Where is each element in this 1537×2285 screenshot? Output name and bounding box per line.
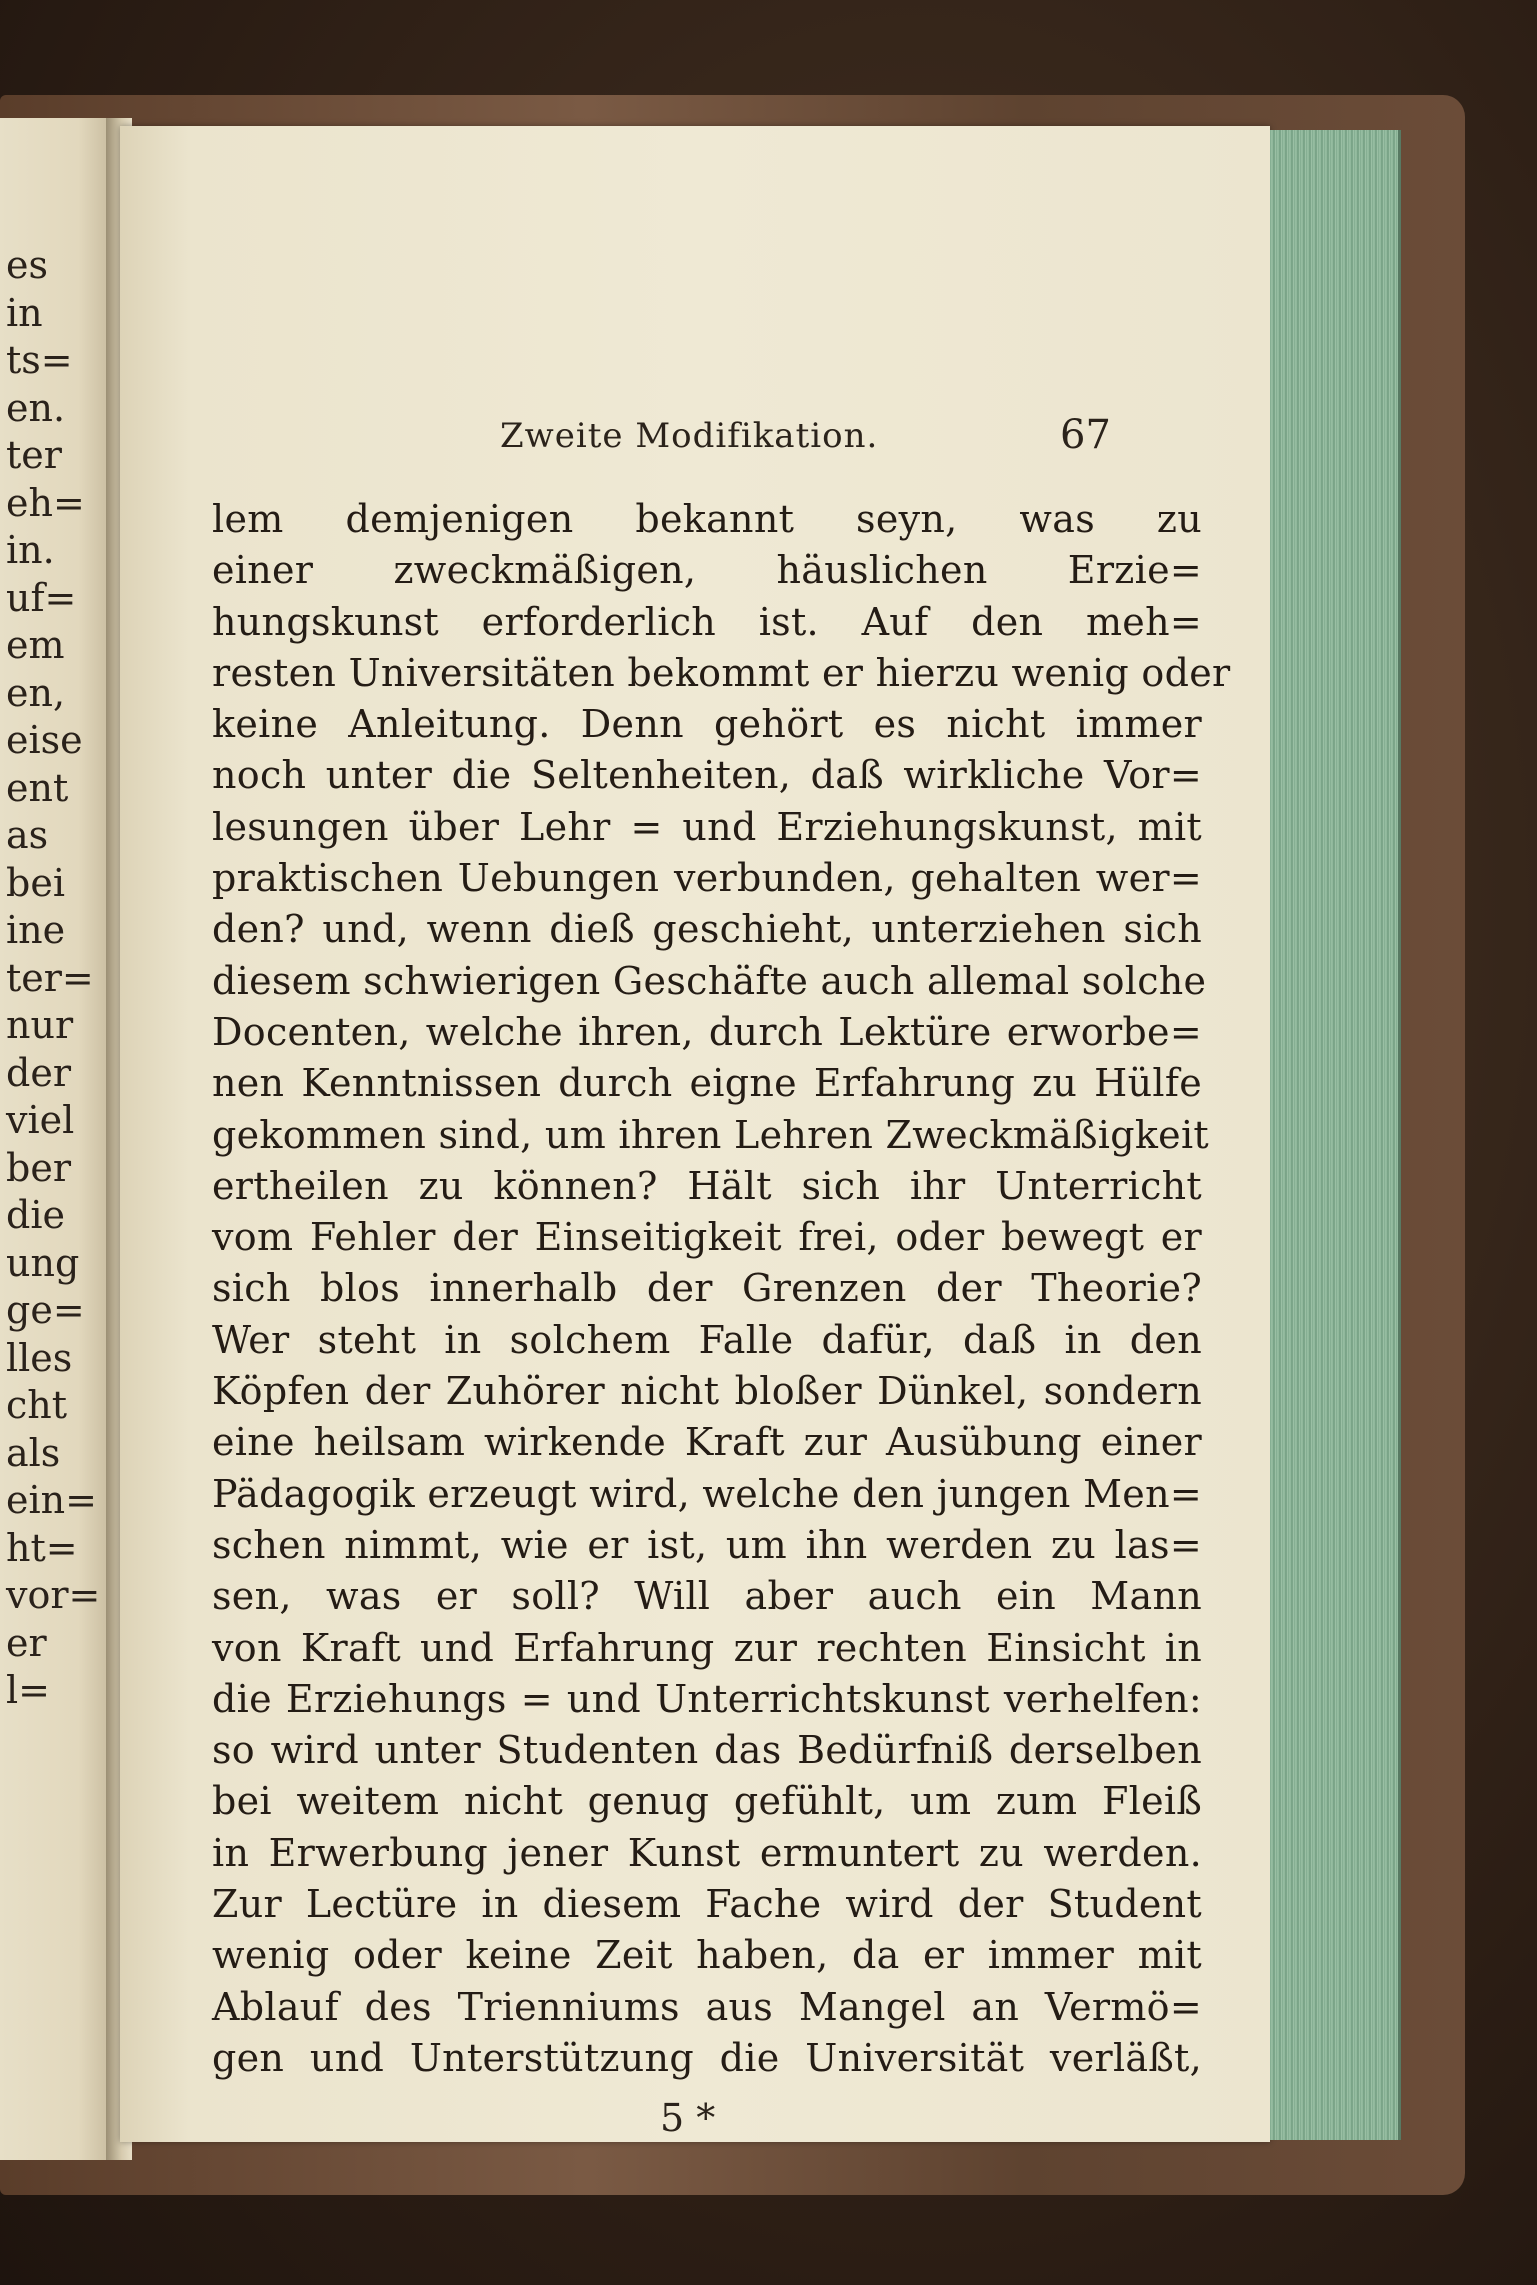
- left-page-line: ts=: [6, 338, 73, 382]
- text-line: wenig oder keine Zeit haben, da er immer mit: [212, 1933, 1202, 1978]
- left-page-line: l=: [6, 1668, 50, 1712]
- left-page-line: uf=: [6, 575, 77, 620]
- left-page-line: der: [6, 1050, 71, 1095]
- text-line: hungskunst erforderlich ist. Auf den meh=: [212, 599, 1202, 644]
- left-page-line: ge=: [6, 1288, 85, 1332]
- text-line: Zur Lectüre in diesem Fache wird der Student: [212, 1882, 1202, 1927]
- left-page-line: eise: [6, 718, 83, 762]
- left-page-line: cht: [6, 1383, 68, 1427]
- left-page: [0, 118, 112, 2160]
- body-text: [212, 494, 1231, 2084]
- text-line: in Erwerbung jener Kunst ermuntert zu werden.: [212, 1830, 1202, 1875]
- left-page-line: lles: [6, 1335, 73, 1380]
- left-page-line: ung: [6, 1240, 80, 1285]
- text-line: gekommen sind, um ihren Lehren Zweckmäßigkeit: [212, 1112, 1209, 1157]
- page-number: 67: [1060, 412, 1111, 458]
- text-line: Köpfen der Zuhörer nicht bloßer Dünkel, sondern: [212, 1369, 1202, 1414]
- text-line: lesungen über Lehr = und Erziehungskunst, mit: [212, 804, 1202, 849]
- left-page-line: in: [6, 290, 43, 335]
- text-line: ertheilen zu können? Hält sich ihr Unterricht: [212, 1163, 1202, 1208]
- text-line: Pädagogik erzeugt wird, welche den jungen Men=: [212, 1471, 1202, 1516]
- left-page-line: ine: [6, 908, 66, 952]
- left-page-line: ter=: [6, 955, 94, 1000]
- left-page-line: als: [6, 1430, 61, 1475]
- left-page-line: ht=: [6, 1525, 78, 1570]
- left-page-line: en.: [6, 385, 66, 430]
- text-line: den? und, wenn dieß geschieht, unterziehen sich: [212, 907, 1202, 952]
- left-page-line: ber: [6, 1145, 71, 1190]
- text-line: resten Universitäten bekommt er hierzu wenig oder: [212, 650, 1231, 695]
- text-line: praktischen Uebungen verbunden, gehalten wer=: [212, 856, 1202, 901]
- text-line: von Kraft und Erfahrung zur rechten Einsicht in: [212, 1625, 1202, 1670]
- page-edges: [1270, 130, 1401, 2140]
- text-line: sen, was er soll? Will aber auch ein Mann: [212, 1574, 1202, 1619]
- left-page-line: en,: [6, 670, 66, 715]
- left-page-line: vor=: [6, 1573, 101, 1617]
- text-line: Wer steht in solchem Falle dafür, daß in den: [212, 1317, 1202, 1362]
- left-page-line: die: [6, 1193, 65, 1237]
- text-line: vom Fehler der Einseitigkeit frei, oder bewegt er: [212, 1215, 1202, 1260]
- text-line: gen und Unterstützung die Universität verläßt,: [212, 2035, 1202, 2080]
- left-page-line: viel: [6, 1098, 75, 1142]
- text-line: schen nimmt, wie er ist, um ihn werden zu las=: [212, 1522, 1202, 1567]
- right-page: [120, 126, 1270, 2142]
- left-page-line: es: [6, 243, 48, 287]
- text-line: bei weitem nicht genug gefühlt, um zum Fleiß: [212, 1779, 1202, 1824]
- text-line: diesem schwierigen Geschäfte auch allemal solche: [212, 958, 1207, 1003]
- text-line: einer zweckmäßigen, häuslichen Erzie=: [212, 548, 1202, 593]
- left-page-line: ein=: [6, 1478, 97, 1522]
- left-page-line: eh=: [6, 480, 85, 525]
- left-page-line: ent: [6, 765, 69, 810]
- text-line: Docenten, welche ihren, durch Lektüre erworbe=: [212, 1009, 1202, 1054]
- left-page-line: in.: [6, 528, 55, 572]
- left-page-line: as: [6, 813, 49, 857]
- left-page-line: er: [6, 1620, 47, 1665]
- left-page-line: ter: [6, 433, 62, 477]
- running-head: Zweite Modifikation.: [500, 416, 879, 456]
- text-line: lem demjenigen bekannt seyn, was zu: [212, 497, 1202, 541]
- text-line: sich blos innerhalb der Grenzen der Theorie?: [212, 1266, 1202, 1311]
- text-line: nen Kenntnissen durch eigne Erfahrung zu Hülfe: [212, 1061, 1202, 1106]
- page-header: [120, 412, 1270, 466]
- text-line: so wird unter Studenten das Bedürfniß derselben: [212, 1728, 1202, 1773]
- left-page-line: em: [6, 623, 65, 667]
- text-line: keine Anleitung. Denn gehört es nicht immer: [212, 702, 1202, 747]
- text-line: die Erziehungs = und Unterrichtskunst verhelfen:: [212, 1676, 1202, 1721]
- text-line: noch unter die Seltenheiten, daß wirkliche Vor=: [212, 753, 1202, 798]
- text-line: eine heilsam wirkende Kraft zur Ausübung einer: [212, 1420, 1202, 1465]
- signature-mark: 5 *: [660, 2096, 716, 2140]
- text-line: Ablauf des Trienniums aus Mangel an Vermö=: [212, 1984, 1202, 2029]
- left-page-line: nur: [6, 1003, 74, 1047]
- left-page-line: bei: [6, 860, 65, 905]
